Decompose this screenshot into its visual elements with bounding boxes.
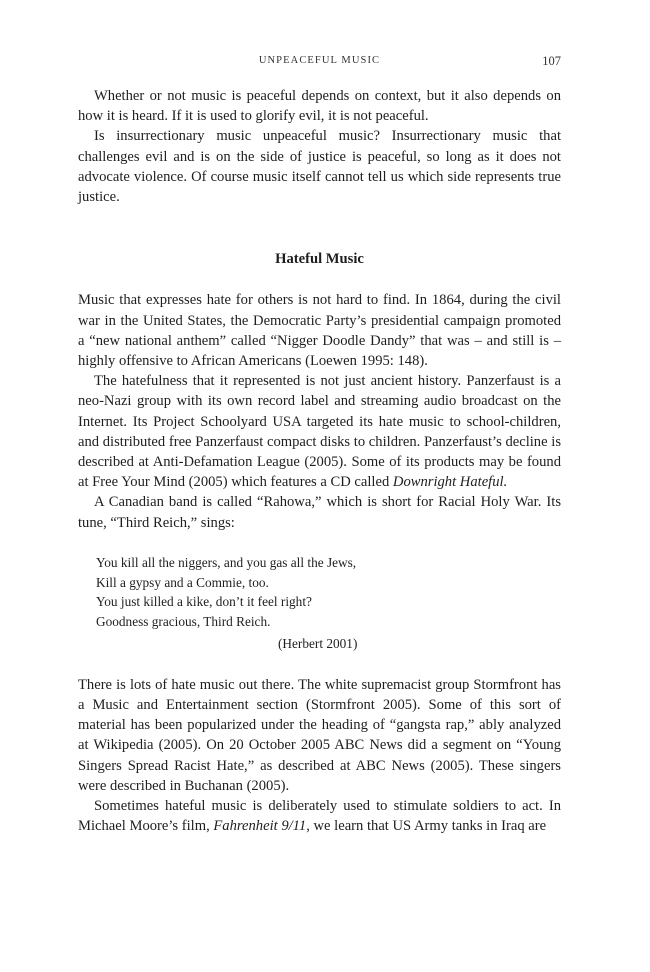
- verse-line: Goodness gracious, Third Reich.: [96, 614, 271, 630]
- paragraph: A Canadian band is called “Rahowa,” which is short for Racial Holy War. Its tune, “Third Reich,” sings:: [78, 494, 561, 531]
- paragraph: There is lots of hate music out there. The white supremacist group Stormfront has a Music and Entertainment section (Stormfront 2005). Some of this sort of material has been popularized under the heading of “gangsta rap,” ably analyzed at Wikipedia (2005). On 20 October 2005 ABC News did a segment on “Young Singers Spread Racist Hate,” as described at ABC News (2005). These singers were described in Buchanan (2005).: [78, 676, 561, 794]
- paragraph-text: Sometimes hateful music is deliberately used to stimulate soldiers to act. In Michael Moore’s film,: [78, 798, 561, 835]
- cd-title: Downright Hateful.: [392, 474, 508, 491]
- section-heading: Hateful Music: [275, 251, 364, 268]
- paragraph-text: The hatefulness that it represented is not just ancient history. Panzerfaust is a neo-Nazi group with its own record label and streaming audio broadcast on the Internet. Its Project Schoolyard USA targeted its hate music to school-children, and distributed free Panzerfaust compact disks to children. Panzerfaust’s decline is described at Anti-Defamation League (2005). Some of its products may be found at Free Your Mind (2005) which features a CD called: [78, 373, 561, 491]
- verse-quotation: [96, 553, 561, 654]
- paragraph: Is insurrectionary music unpeaceful music? Insurrectionary music that challenges evil and is on the side of justice is peaceful, so long as it does not advocate violence. Of course music itself cannot tell us which side represents true justice.: [78, 128, 561, 206]
- film-title: Fahrenheit 9/11: [213, 818, 307, 835]
- verse-line: You kill all the niggers, and you gas all the Jews,: [96, 554, 357, 570]
- verse-line: You just killed a kike, don’t it feel right?: [96, 594, 312, 610]
- verse-line: Kill a gypsy and a Commie, too.: [96, 574, 269, 590]
- paragraph: [78, 371, 561, 492]
- paragraph: Whether or not music is peaceful depends on context, but it also depends on how it is heard. If it is used to glorify evil, it is not peaceful.: [78, 88, 561, 125]
- page-number: 107: [542, 54, 561, 68]
- paragraph: [78, 796, 561, 836]
- verse-citation: (Herbert 2001): [278, 636, 358, 652]
- running-header: [78, 51, 561, 67]
- body-text: [78, 86, 561, 836]
- running-title: UNPEACEFUL MUSIC: [258, 55, 381, 66]
- paragraph-text: , we learn that US Army tanks in Iraq are: [306, 818, 547, 835]
- paragraph: Music that expresses hate for others is not hard to find. In 1864, during the civil war in the United States, the Democratic Party’s presidential campaign promoted a “new national anthem” called “Nigger Doodle Dandy” that was – and still is – highly offensive to African Americans (Loewen 1995: 148).: [78, 292, 561, 370]
